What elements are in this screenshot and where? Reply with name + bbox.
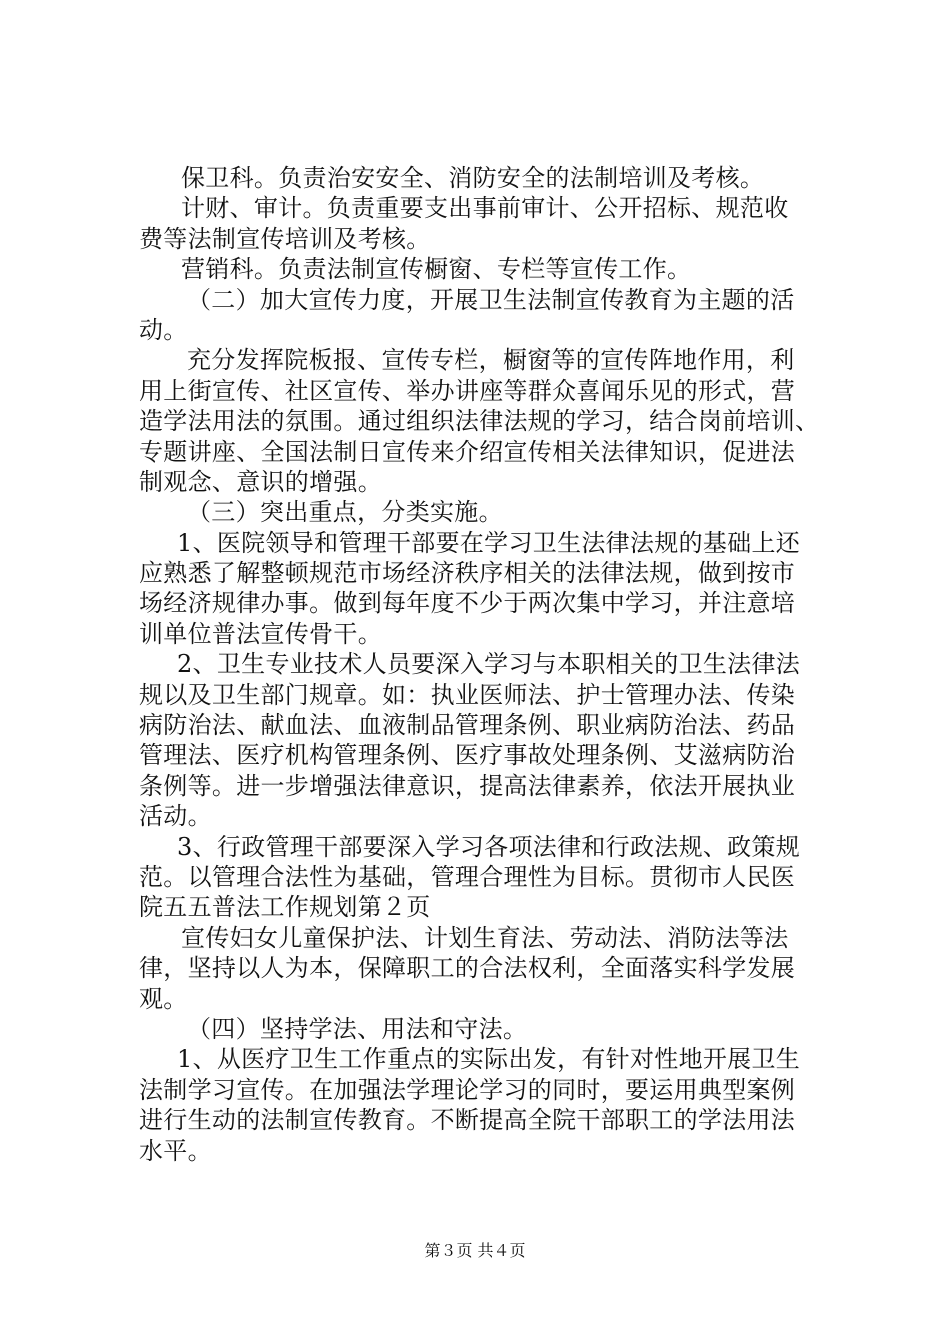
text-line: 3、行政管理干部要深入学习各项法律和行政法规、政策规 [177,832,801,861]
text-line: 院五五普法工作规划第２页 [139,893,431,922]
text-line: 制观念、意识的增强。 [139,467,382,496]
text-line: 2、卫生专业技术人员要深入学习与本职相关的卫生法律法 [177,650,801,679]
document-body [139,163,839,1166]
text-line: 训单位普法宣传骨干。 [139,619,382,648]
text-line: 水平。 [139,1136,212,1165]
text-line: 律，坚持以人为本，保障职工的合法权利，全面落实科学发展 [139,954,796,983]
text-line: 观。 [139,984,188,1013]
page-number-footer: 第３页 共４页 [424,1241,526,1260]
text-line: 充分发挥院板报、宣传专栏，橱窗等的宣传阵地作用，利 [187,346,795,375]
text-line: 法制学习宣传。在加强法学理论学习的同时，要运用典型案例 [139,1075,796,1104]
text-line: 造学法用法的氛围。通过组织法律法规的学习，结合岗前培训、 [139,407,820,436]
text-line: 病防治法、献血法、血液制品管理条例、职业病防治法、药品 [139,711,796,740]
text-line: 计财、审计。负责重要支出事前审计、公开招标、规范收 [181,194,789,223]
text-line: 场经济规律办事。做到每年度不少于两次集中学习，并注意培 [139,589,796,618]
text-line: 范。以管理合法性为基础，管理合理性为目标。贯彻市人民医 [139,862,796,891]
section-heading: （四）坚持学法、用法和守法。 [187,1014,528,1043]
text-line: 规以及卫生部门规章。如：执业医师法、护士管理办法、传染 [139,680,796,709]
text-line: 用上街宣传、社区宣传、举办讲座等群众喜闻乐见的形式，营 [139,376,796,405]
text-line: 条例等。进一步增强法律意识，提高法律素养，依法开展执业 [139,771,796,800]
text-line: 保卫科。负责治安安全、消防安全的法制培训及考核。 [181,164,765,192]
section-heading: （三）突出重点，分类实施。 [187,498,503,527]
text-line: 费等法制宣传培训及考核。 [139,224,431,253]
text-line: 管理法、医疗机构管理条例、医疗事故处理条例、艾滋病防治 [139,741,796,770]
text-line: 1、医院领导和管理干部要在学习卫生法律法规的基础上还 [177,528,801,557]
text-line: 动。 [139,315,188,344]
section-heading: （二）加大宣传力度，开展卫生法制宣传教育为主题的活 [187,285,795,314]
text-line: 营销科。负责法制宣传橱窗、专栏等宣传工作。 [181,255,692,284]
text-line: 进行生动的法制宣传教育。不断提高全院干部职工的学法用法 [139,1106,796,1135]
text-line: 活动。 [139,802,212,831]
text-line: 1、从医疗卫生工作重点的实际出发，有针对性地开展卫生 [177,1045,801,1074]
text-line: 应熟悉了解整顿规范市场经济秩序相关的法律法规，做到按市 [139,559,796,588]
text-line: 专题讲座、全国法制日宣传来介绍宣传相关法律知识，促进法 [139,437,796,466]
text-line: 宣传妇女儿童保护法、计划生育法、劳动法、消防法等法 [181,923,789,952]
